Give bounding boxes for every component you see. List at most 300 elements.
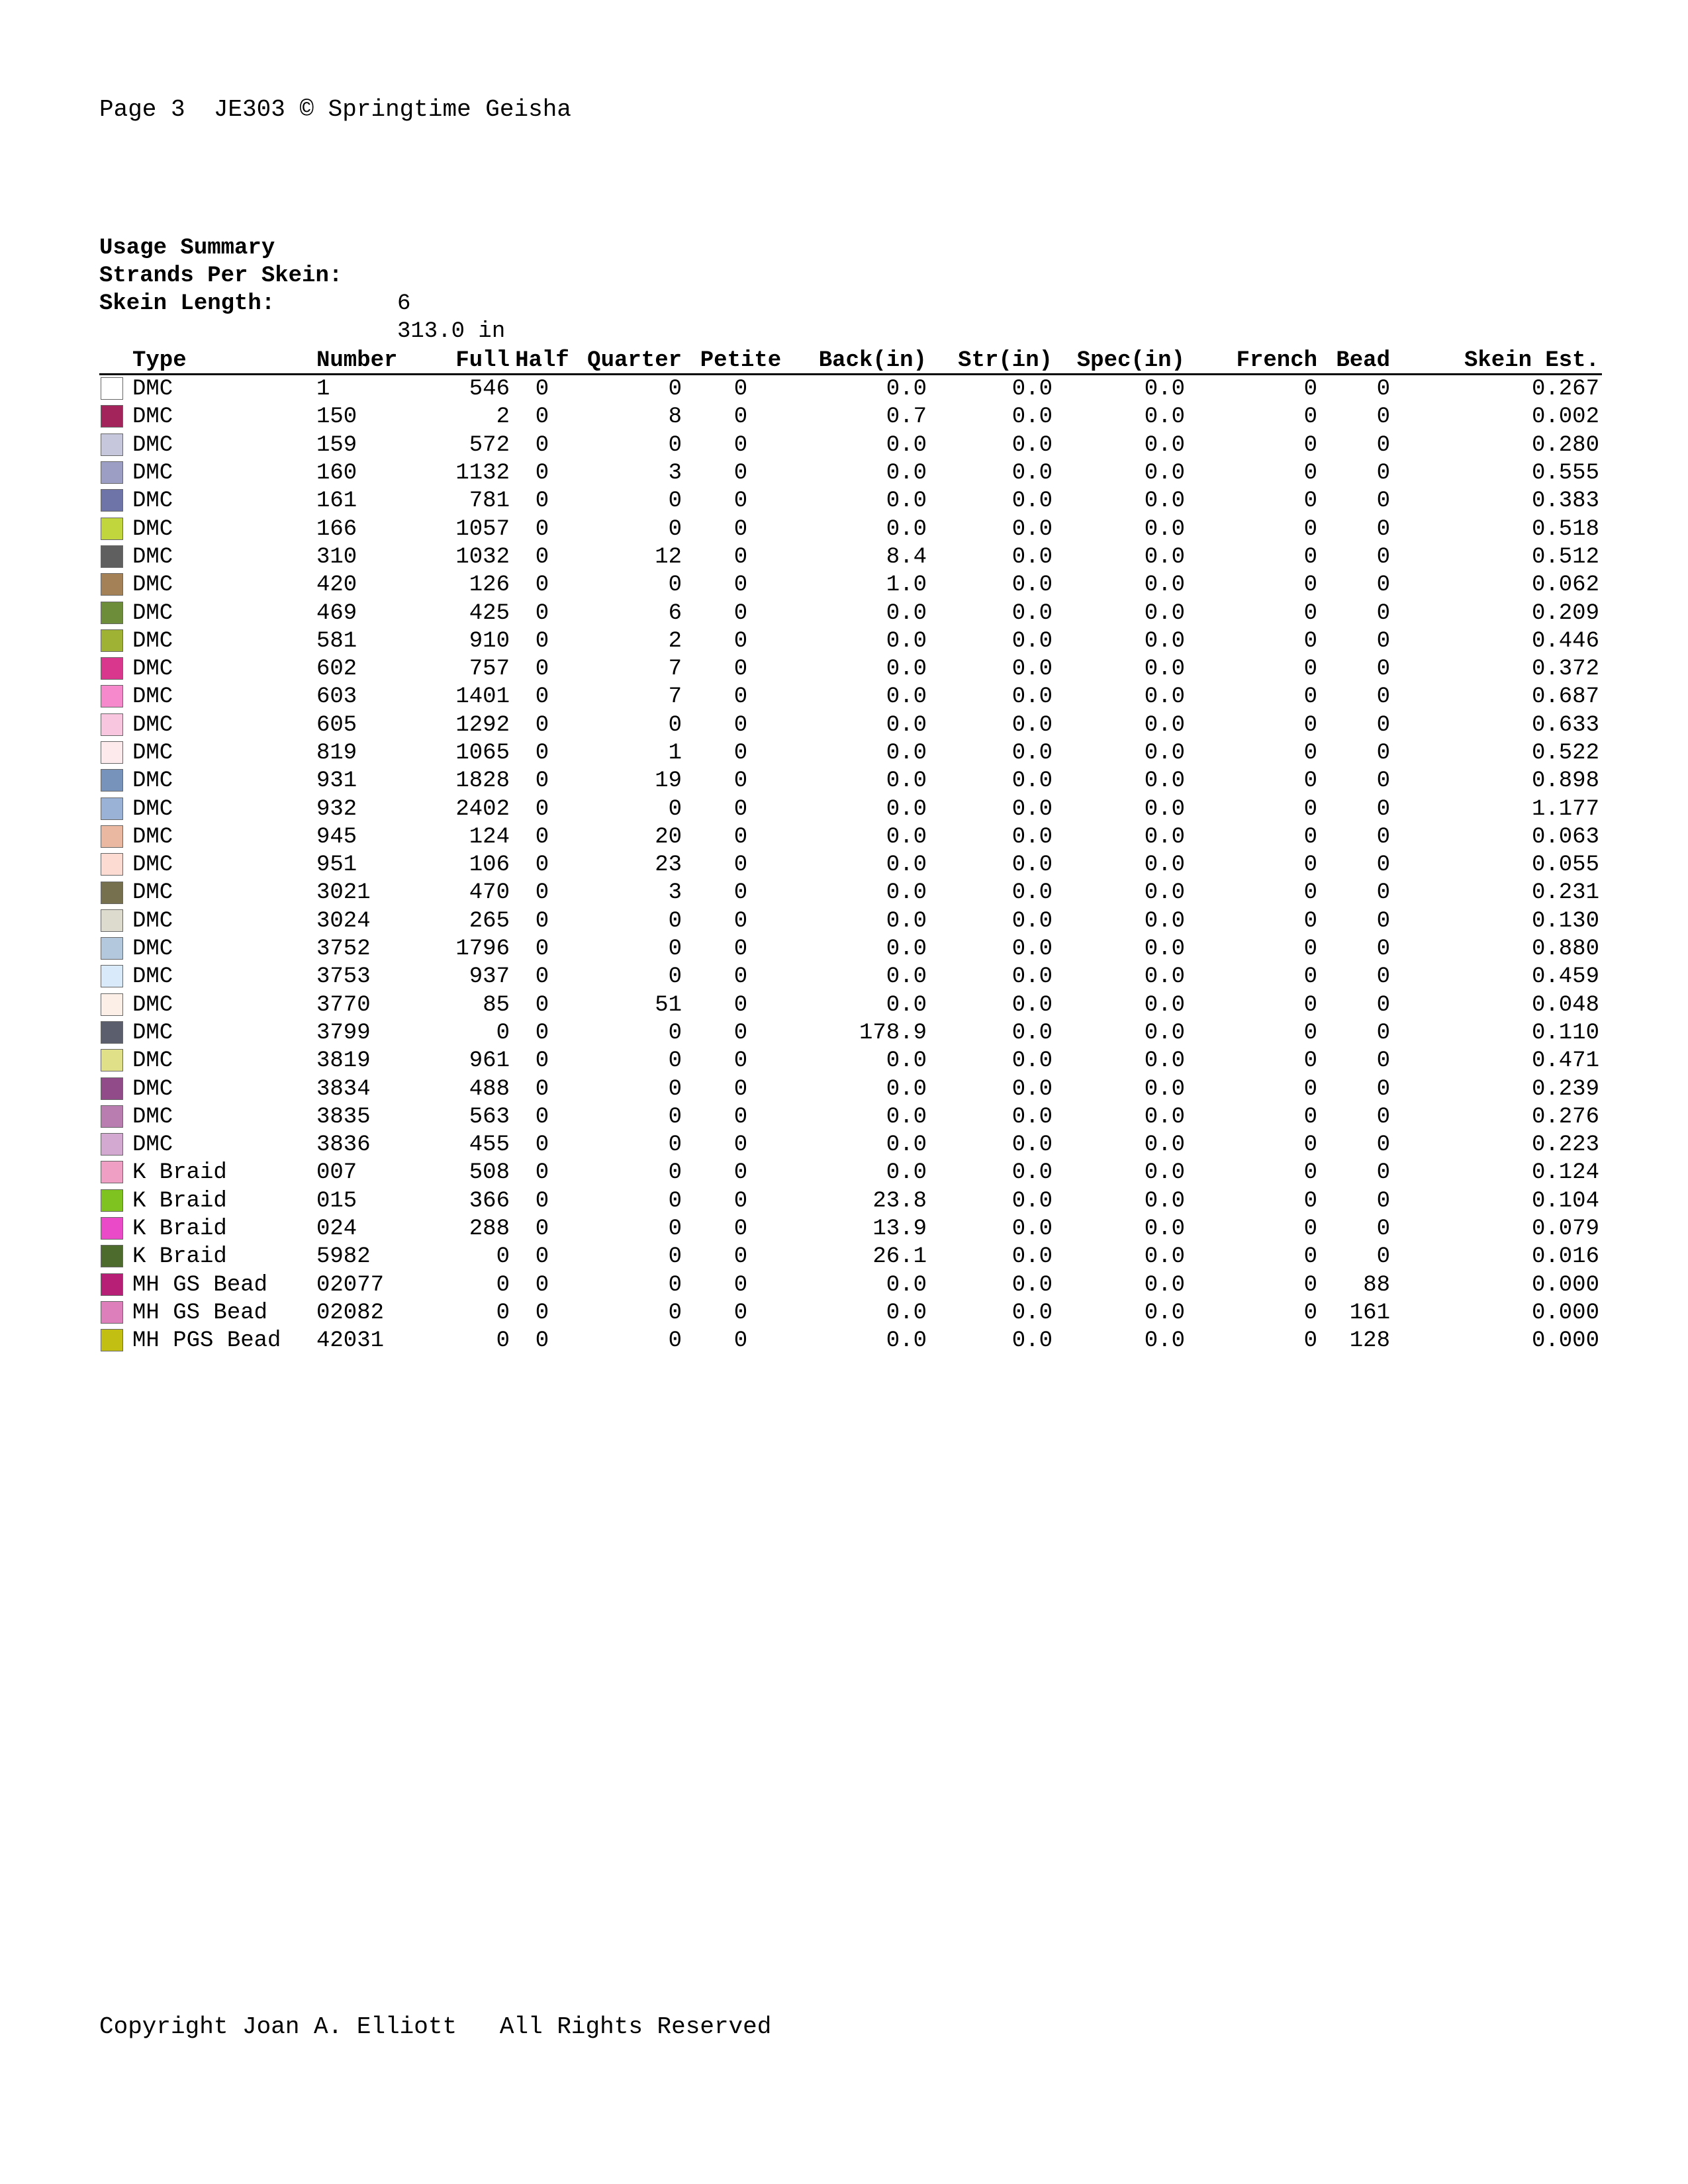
cell-full: 546 (469, 377, 510, 402)
cell-skein-est: 0.522 (1531, 741, 1599, 766)
cell-swatch (99, 739, 130, 767)
cell-half: 0 (535, 964, 549, 990)
cell-swatch (99, 375, 130, 404)
cell-half: 0 (535, 712, 549, 738)
cell-full: 366 (469, 1188, 510, 1214)
cell-half: 0 (535, 741, 549, 766)
cell-back: 0.0 (886, 684, 927, 710)
header-french: French (1188, 345, 1320, 375)
cell-petite: 0 (733, 1160, 748, 1186)
cell-number: 603 (316, 684, 357, 710)
cell-spec: 0.0 (1144, 908, 1185, 934)
cell-petite: 0 (733, 404, 748, 430)
cell-french: 0 (1303, 516, 1317, 542)
table-row (99, 1047, 1602, 1075)
cell-full: 1032 (455, 544, 510, 570)
cell-petite: 0 (733, 1020, 748, 1046)
cell-quarter: 2 (668, 628, 682, 654)
cell-back: 0.0 (886, 1300, 927, 1326)
cell-half: 0 (535, 1076, 549, 1102)
cell-french: 0 (1303, 824, 1317, 850)
cell-str: 0.0 (1011, 1076, 1053, 1102)
color-swatch-icon (101, 1161, 123, 1183)
table-row (99, 851, 1602, 879)
cell-back: 13.9 (872, 1216, 927, 1242)
cell-quarter: 0 (668, 488, 682, 514)
color-swatch-icon (101, 602, 123, 624)
table-row (99, 432, 1602, 459)
cell-petite: 0 (733, 1076, 748, 1102)
cell-swatch (99, 823, 130, 851)
cell-skein-est: 0.063 (1531, 824, 1599, 850)
cell-str: 0.0 (1011, 684, 1053, 710)
cell-str: 0.0 (1011, 516, 1053, 542)
header-swatch (99, 345, 130, 375)
cell-full: 1828 (455, 768, 510, 794)
cell-bead: 0 (1376, 852, 1390, 878)
cell-bead: 0 (1376, 796, 1390, 822)
cell-bead: 0 (1376, 1160, 1390, 1186)
cell-french: 0 (1303, 1104, 1317, 1130)
color-swatch-icon (101, 741, 123, 764)
cell-french: 0 (1303, 1076, 1317, 1102)
cell-str: 0.0 (1011, 1020, 1053, 1046)
cell-half: 0 (535, 1300, 549, 1326)
cell-french: 0 (1303, 544, 1317, 570)
cell-spec: 0.0 (1144, 684, 1185, 710)
cell-bead: 128 (1349, 1328, 1390, 1354)
cell-petite: 0 (733, 908, 748, 934)
cell-quarter: 7 (668, 657, 682, 682)
cell-back: 0.0 (886, 1328, 927, 1354)
cell-number: 015 (316, 1188, 357, 1214)
color-swatch-icon (101, 1329, 123, 1351)
cell-str: 0.0 (1011, 1132, 1053, 1158)
cell-str: 0.0 (1011, 1104, 1053, 1130)
cell-number: 3752 (316, 936, 371, 962)
cell-back: 0.0 (886, 824, 927, 850)
cell-number: 161 (316, 488, 357, 514)
cell-str: 0.0 (1011, 488, 1053, 514)
cell-number: 3835 (316, 1104, 371, 1130)
cell-petite: 0 (733, 824, 748, 850)
cell-bead: 161 (1349, 1300, 1390, 1326)
cell-back: 0.0 (886, 461, 927, 486)
cell-bead: 0 (1376, 488, 1390, 514)
cell-french: 0 (1303, 572, 1317, 598)
cell-type: DMC (132, 684, 173, 710)
cell-swatch (99, 1019, 130, 1047)
table-row (99, 375, 1602, 404)
cell-quarter: 0 (668, 1160, 682, 1186)
cell-number: 310 (316, 544, 357, 570)
table-row (99, 403, 1602, 431)
cell-number: 3021 (316, 880, 371, 906)
cell-skein-est: 0.459 (1531, 964, 1599, 990)
strands-label: Strands Per Skein: (99, 263, 343, 289)
header-petite: Petite (684, 345, 797, 375)
cell-half: 0 (535, 1020, 549, 1046)
cell-skein-est: 0.280 (1531, 432, 1599, 458)
cell-swatch (99, 907, 130, 935)
header-quarter: Quarter (572, 345, 684, 375)
header-half: Half (512, 345, 572, 375)
cell-quarter: 6 (668, 600, 682, 626)
cell-skein-est: 0.231 (1531, 880, 1599, 906)
cell-spec: 0.0 (1144, 628, 1185, 654)
cell-french: 0 (1303, 1244, 1317, 1270)
cell-type: DMC (132, 1104, 173, 1130)
cell-spec: 0.0 (1144, 600, 1185, 626)
table-row (99, 1243, 1602, 1271)
table-row (99, 991, 1602, 1019)
cell-quarter: 19 (655, 768, 682, 794)
color-swatch-icon (101, 433, 123, 456)
cell-spec: 0.0 (1144, 852, 1185, 878)
cell-bead: 0 (1376, 1188, 1390, 1214)
cell-type: DMC (132, 516, 173, 542)
color-swatch-icon (101, 377, 123, 400)
cell-skein-est: 0.000 (1531, 1272, 1599, 1298)
cell-full: 961 (469, 1048, 510, 1074)
cell-skein-est: 0.209 (1531, 600, 1599, 626)
cell-quarter: 0 (668, 796, 682, 822)
cell-str: 0.0 (1011, 992, 1053, 1018)
cell-full: 1132 (455, 461, 510, 486)
cell-spec: 0.0 (1144, 1160, 1185, 1186)
cell-half: 0 (535, 1188, 549, 1214)
cell-quarter: 0 (668, 712, 682, 738)
cell-type: MH PGS Bead (132, 1328, 281, 1354)
cell-quarter: 3 (668, 461, 682, 486)
cell-bead: 0 (1376, 1216, 1390, 1242)
cell-petite: 0 (733, 544, 748, 570)
color-swatch-icon (101, 937, 123, 960)
cell-spec: 0.0 (1144, 1328, 1185, 1354)
table-row (99, 879, 1602, 907)
cell-full: 488 (469, 1076, 510, 1102)
cell-french: 0 (1303, 1188, 1317, 1214)
cell-type: DMC (132, 544, 173, 570)
cell-full: 124 (469, 824, 510, 850)
cell-swatch (99, 795, 130, 823)
cell-french: 0 (1303, 600, 1317, 626)
cell-french: 0 (1303, 684, 1317, 710)
cell-petite: 0 (733, 628, 748, 654)
cell-swatch (99, 935, 130, 963)
cell-str: 0.0 (1011, 1300, 1053, 1326)
color-swatch-icon (101, 769, 123, 792)
cell-type: DMC (132, 572, 173, 598)
cell-quarter: 7 (668, 684, 682, 710)
cell-french: 0 (1303, 908, 1317, 934)
cell-str: 0.0 (1011, 712, 1053, 738)
cell-half: 0 (535, 824, 549, 850)
cell-full: 781 (469, 488, 510, 514)
color-swatch-icon (101, 461, 123, 484)
color-swatch-icon (101, 909, 123, 932)
table-row (99, 1159, 1602, 1187)
usage-table-body (99, 375, 1602, 1355)
cell-back: 0.7 (886, 404, 927, 430)
cell-half: 0 (535, 684, 549, 710)
cell-skein-est: 0.124 (1531, 1160, 1599, 1186)
cell-spec: 0.0 (1144, 768, 1185, 794)
cell-french: 0 (1303, 712, 1317, 738)
cell-french: 0 (1303, 377, 1317, 402)
cell-skein-est: 0.239 (1531, 1076, 1599, 1102)
cell-number: 945 (316, 824, 357, 850)
table-row (99, 599, 1602, 627)
cell-skein-est: 0.633 (1531, 712, 1599, 738)
cell-quarter: 0 (668, 908, 682, 934)
cell-str: 0.0 (1011, 432, 1053, 458)
cell-swatch (99, 655, 130, 683)
cell-petite: 0 (733, 432, 748, 458)
cell-skein-est: 0.016 (1531, 1244, 1599, 1270)
cell-spec: 0.0 (1144, 1048, 1185, 1074)
cell-french: 0 (1303, 432, 1317, 458)
cell-back: 0.0 (886, 377, 927, 402)
cell-spec: 0.0 (1144, 992, 1185, 1018)
cell-number: 02082 (316, 1300, 385, 1326)
cell-swatch (99, 1271, 130, 1299)
table-row (99, 543, 1602, 571)
cell-bead: 0 (1376, 936, 1390, 962)
table-row (99, 655, 1602, 683)
cell-number: 819 (316, 741, 357, 766)
cell-swatch (99, 1299, 130, 1327)
cell-swatch (99, 599, 130, 627)
cell-spec: 0.0 (1144, 572, 1185, 598)
summary-title-row (99, 206, 275, 261)
cell-type: DMC (132, 741, 173, 766)
header-back: Back(in) (797, 345, 929, 375)
cell-full: 910 (469, 628, 510, 654)
cell-swatch (99, 1103, 130, 1131)
cell-type: DMC (132, 600, 173, 626)
cell-back: 0.0 (886, 796, 927, 822)
cell-full: 425 (469, 600, 510, 626)
cell-type: DMC (132, 768, 173, 794)
cell-half: 0 (535, 600, 549, 626)
table-row (99, 515, 1602, 543)
cell-bead: 0 (1376, 572, 1390, 598)
cell-spec: 0.0 (1144, 404, 1185, 430)
color-swatch-icon (101, 853, 123, 876)
cell-back: 0.0 (886, 657, 927, 682)
cell-bead: 0 (1376, 432, 1390, 458)
cell-swatch (99, 571, 130, 599)
cell-back: 0.0 (886, 741, 927, 766)
cell-bead: 0 (1376, 657, 1390, 682)
page-header: Page 3 JE303 © Springtime Geisha (99, 96, 571, 123)
cell-spec: 0.0 (1144, 516, 1185, 542)
cell-back: 0.0 (886, 964, 927, 990)
cell-swatch (99, 963, 130, 991)
table-row (99, 1327, 1602, 1355)
cell-bead: 0 (1376, 824, 1390, 850)
cell-number: 1 (316, 377, 330, 402)
color-swatch-icon (101, 1189, 123, 1212)
cell-number: 602 (316, 657, 357, 682)
cell-quarter: 0 (668, 572, 682, 598)
cell-skein-est: 0.512 (1531, 544, 1599, 570)
cell-french: 0 (1303, 741, 1317, 766)
cell-petite: 0 (733, 657, 748, 682)
cell-half: 0 (535, 936, 549, 962)
cell-skein-est: 0.048 (1531, 992, 1599, 1018)
cell-str: 0.0 (1011, 628, 1053, 654)
cell-skein-est: 0.518 (1531, 516, 1599, 542)
cell-number: 160 (316, 461, 357, 486)
cell-petite: 0 (733, 1244, 748, 1270)
cell-french: 0 (1303, 964, 1317, 990)
cell-bead: 0 (1376, 1048, 1390, 1074)
cell-quarter: 0 (668, 1328, 682, 1354)
cell-skein-est: 0.372 (1531, 657, 1599, 682)
cell-number: 159 (316, 432, 357, 458)
cell-back: 26.1 (872, 1244, 927, 1270)
cell-swatch (99, 1243, 130, 1271)
length-value: 313.0 in (397, 319, 506, 344)
cell-back: 0.0 (886, 936, 927, 962)
cell-number: 581 (316, 628, 357, 654)
cell-quarter: 0 (668, 1244, 682, 1270)
cell-french: 0 (1303, 1216, 1317, 1242)
cell-quarter: 12 (655, 544, 682, 570)
cell-number: 420 (316, 572, 357, 598)
cell-bead: 0 (1376, 516, 1390, 542)
cell-skein-est: 0.446 (1531, 628, 1599, 654)
cell-skein-est: 0.555 (1531, 461, 1599, 486)
cell-type: DMC (132, 628, 173, 654)
cell-half: 0 (535, 1048, 549, 1074)
cell-french: 0 (1303, 768, 1317, 794)
copyright-footer: Copyright Joan A. Elliott All Rights Reserved (99, 2013, 772, 2040)
cell-back: 0.0 (886, 432, 927, 458)
cell-petite: 0 (733, 796, 748, 822)
table-row (99, 1103, 1602, 1131)
cell-str: 0.0 (1011, 1272, 1053, 1298)
cell-spec: 0.0 (1144, 936, 1185, 962)
cell-skein-est: 0.104 (1531, 1188, 1599, 1214)
cell-str: 0.0 (1011, 1188, 1053, 1214)
cell-str: 0.0 (1011, 1328, 1053, 1354)
cell-str: 0.0 (1011, 1048, 1053, 1074)
cell-full: 757 (469, 657, 510, 682)
table-row (99, 1187, 1602, 1215)
color-swatch-icon (101, 405, 123, 428)
cell-skein-est: 0.062 (1531, 572, 1599, 598)
cell-petite: 0 (733, 1104, 748, 1130)
table-row (99, 739, 1602, 767)
cell-petite: 0 (733, 1272, 748, 1298)
cell-skein-est: 0.000 (1531, 1328, 1599, 1354)
color-swatch-icon (101, 629, 123, 652)
table-row (99, 627, 1602, 655)
cell-french: 0 (1303, 880, 1317, 906)
table-row (99, 935, 1602, 963)
cell-str: 0.0 (1011, 824, 1053, 850)
cell-full: 1292 (455, 712, 510, 738)
cell-bead: 88 (1363, 1272, 1390, 1298)
color-swatch-icon (101, 1021, 123, 1044)
cell-type: DMC (132, 880, 173, 906)
cell-number: 932 (316, 796, 357, 822)
cell-str: 0.0 (1011, 964, 1053, 990)
color-swatch-icon (101, 1049, 123, 1071)
cell-swatch (99, 851, 130, 879)
cell-petite: 0 (733, 600, 748, 626)
cell-str: 0.0 (1011, 544, 1053, 570)
cell-str: 0.0 (1011, 880, 1053, 906)
cell-petite: 0 (733, 964, 748, 990)
cell-full: 2402 (455, 796, 510, 822)
cell-str: 0.0 (1011, 936, 1053, 962)
cell-number: 024 (316, 1216, 357, 1242)
cell-petite: 0 (733, 1300, 748, 1326)
cell-spec: 0.0 (1144, 964, 1185, 990)
length-label: Skein Length: (99, 291, 275, 316)
cell-back: 0.0 (886, 1076, 927, 1102)
cell-spec: 0.0 (1144, 796, 1185, 822)
cell-french: 0 (1303, 461, 1317, 486)
color-swatch-icon (101, 657, 123, 680)
cell-swatch (99, 1327, 130, 1355)
cell-petite: 0 (733, 1048, 748, 1074)
cell-half: 0 (535, 992, 549, 1018)
table-row (99, 963, 1602, 991)
cell-bead: 0 (1376, 404, 1390, 430)
cell-full: 1057 (455, 516, 510, 542)
cell-skein-est: 0.130 (1531, 908, 1599, 934)
cell-french: 0 (1303, 628, 1317, 654)
cell-skein-est: 0.055 (1531, 852, 1599, 878)
cell-swatch (99, 711, 130, 739)
cell-full: 470 (469, 880, 510, 906)
header-spec: Spec(in) (1055, 345, 1188, 375)
cell-petite: 0 (733, 572, 748, 598)
cell-number: 3024 (316, 908, 371, 934)
color-swatch-icon (101, 993, 123, 1016)
cell-number: 3836 (316, 1132, 371, 1158)
cell-full: 2 (496, 404, 510, 430)
cell-french: 0 (1303, 1160, 1317, 1186)
cell-half: 0 (535, 404, 549, 430)
cell-str: 0.0 (1011, 600, 1053, 626)
cell-number: 3819 (316, 1048, 371, 1074)
table-row (99, 1215, 1602, 1243)
cell-petite: 0 (733, 516, 748, 542)
cell-bead: 0 (1376, 880, 1390, 906)
cell-back: 0.0 (886, 1132, 927, 1158)
cell-swatch (99, 1075, 130, 1103)
cell-quarter: 0 (668, 432, 682, 458)
cell-str: 0.0 (1011, 404, 1053, 430)
cell-full: 563 (469, 1104, 510, 1130)
table-header-row (99, 345, 1602, 375)
cell-french: 0 (1303, 796, 1317, 822)
cell-half: 0 (535, 908, 549, 934)
color-swatch-icon (101, 573, 123, 596)
table-row (99, 795, 1602, 823)
cell-number: 3753 (316, 964, 371, 990)
color-swatch-icon (101, 1077, 123, 1100)
cell-skein-est: 0.383 (1531, 488, 1599, 514)
cell-quarter: 0 (668, 1020, 682, 1046)
cell-number: 3799 (316, 1020, 371, 1046)
